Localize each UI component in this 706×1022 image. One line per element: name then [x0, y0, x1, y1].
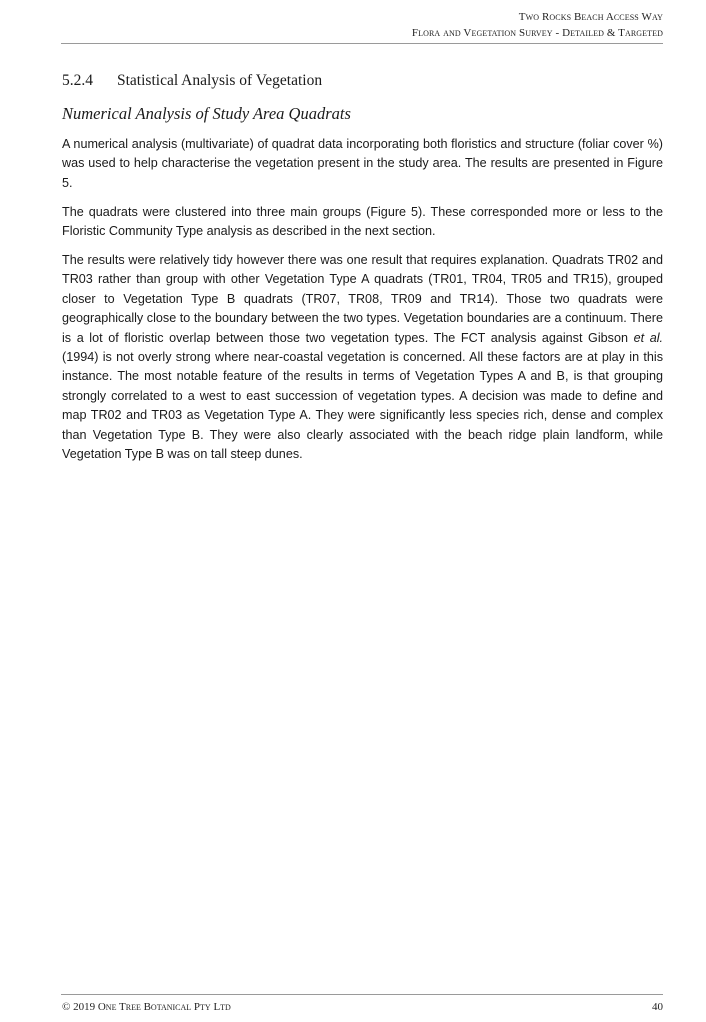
header-document-subtitle: Flora and Vegetation Survey - Detailed & Targeted [411, 27, 663, 39]
subsection-heading: Numerical Analysis of Study Area Quadrats [62, 104, 351, 123]
section-heading [62, 72, 322, 90]
header-divider [61, 43, 663, 44]
section-title: Statistical Analysis of Vegetation [117, 72, 323, 89]
section-number: 5.2.4 [62, 72, 93, 89]
paragraph-clusters: The quadrats were clustered into three main groups (Figure 5). These corresponded more or less to the Floristic Community Type analysis as described in the next section. [62, 205, 663, 239]
running-header [412, 9, 663, 41]
paragraph-results-text-1: The results were relatively tidy however there was one result that requires explanation. Quadrats TR02 and TR03 rather than group with other Vegetation Type A quadrats (TR01, TR04, TR05 and TR15), grouped closer to Vegetation Type B quadrats (TR07, TR08, TR09 and TR14). Those two quadrats were geographically close to the boundary between the two types. Vegetation boundaries are a continuum. There is a lot of floristic overlap between those two vegetation types. The FCT analysis against Gibson [62, 253, 663, 345]
citation-et-al: et al. [633, 330, 663, 345]
header-document-title: Two Rocks Beach Access Way [518, 11, 663, 23]
page-number: 40 [652, 1001, 663, 1013]
paragraph-results [62, 251, 663, 464]
footer-divider [61, 994, 663, 995]
paragraph-intro: A numerical analysis (multivariate) of quadrat data incorporating both floristics and structure (foliar cover %) was used to help characterise the vegetation present in the study area. The results are presented in Figure 5. [62, 137, 663, 190]
footer-copyright: © 2019 One Tree Botanical Pty Ltd [62, 1001, 231, 1013]
paragraph-results-text-2: (1994) is not overly strong where near-coastal vegetation is concerned. All these factors are at play in this instance. The most notable feature of the results in terms of Vegetation Types A and B, is that grouping strongly correlated to a west to east succession of vegetation types. A decision was made to define and map TR02 and TR03 as Vegetation Type A. They were significantly less species rich, dense and complex than Vegetation Type B. They were also clearly associated with the beach ridge plain landform, while Vegetation Type B was on tall steep dunes. [62, 350, 663, 462]
